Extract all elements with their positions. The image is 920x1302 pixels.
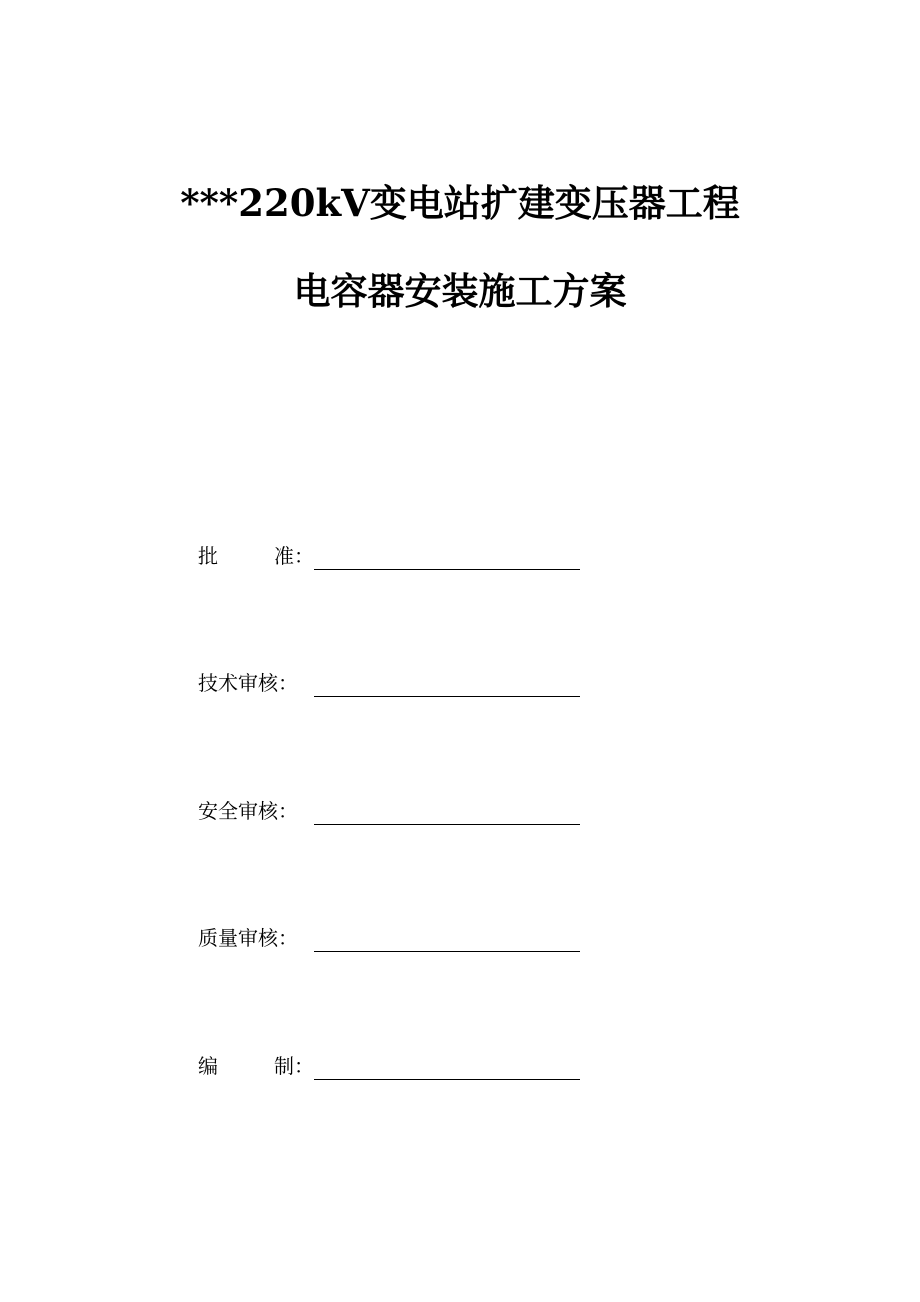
signoff-label-compiled-char2: 制： bbox=[274, 1054, 314, 1078]
signoff-row-compiled bbox=[198, 1050, 580, 1080]
document-title-line-2: 电容器安装施工方案 bbox=[293, 269, 627, 313]
signoff-row-technical-review bbox=[198, 667, 580, 697]
signoff-label-compiled bbox=[198, 1054, 314, 1080]
signoff-label-approve-char1: 批 bbox=[198, 544, 218, 568]
signoff-label-safety-review: 安全审核： bbox=[198, 799, 298, 823]
signoff-label-quality-review: 质量审核： bbox=[198, 926, 298, 950]
signoff-label-approve-char2: 准： bbox=[274, 544, 314, 568]
signature-line-compiled[interactable] bbox=[314, 1057, 580, 1080]
signature-line-approve[interactable] bbox=[314, 547, 580, 570]
signature-line-quality-review[interactable] bbox=[314, 929, 580, 952]
document-title-line-1: ***220kV变电站扩建变压器工程 bbox=[180, 181, 740, 225]
signoff-row-quality-review bbox=[198, 922, 580, 952]
signature-line-safety-review[interactable] bbox=[314, 802, 580, 825]
signoff-row-approve bbox=[198, 540, 580, 570]
signoff-label-compiled-char1: 编 bbox=[198, 1054, 218, 1078]
signoff-row-safety-review bbox=[198, 795, 580, 825]
signoff-label-technical-review: 技术审核： bbox=[198, 671, 298, 695]
signature-line-technical-review[interactable] bbox=[314, 674, 580, 697]
signoff-label-approve bbox=[198, 544, 314, 570]
